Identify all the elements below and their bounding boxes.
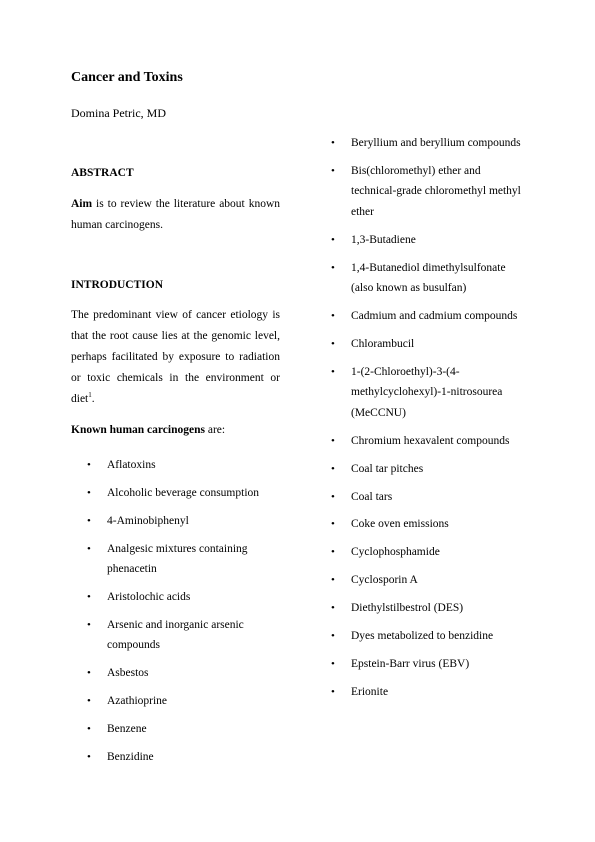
bullet-icon: • [87, 486, 91, 499]
list-item-text: Erionite [351, 685, 389, 698]
list-item-text: Beryllium and beryllium compounds [351, 137, 521, 149]
bullet-icon: • [331, 685, 335, 698]
bullet-icon: • [331, 546, 335, 559]
bullet-icon: • [331, 602, 335, 615]
bullet-icon: • [87, 695, 91, 708]
list-item-text: Benzene [107, 723, 147, 736]
bullet-icon: • [331, 657, 335, 670]
carcinogen-list-left [87, 455, 297, 775]
bullet-icon: • [331, 310, 335, 323]
abstract-paragraph [71, 194, 280, 236]
list-item [87, 483, 297, 504]
list-item [87, 455, 297, 476]
list-item [331, 161, 526, 223]
bullet-icon: • [331, 337, 335, 350]
bullet-icon: • [331, 518, 335, 531]
bullet-icon: • [87, 723, 91, 736]
list-item [331, 654, 526, 675]
list-item-text: Cadmium and cadmium compounds [351, 310, 518, 323]
bullet-icon: • [87, 459, 91, 471]
list-item [331, 306, 526, 327]
bullet-icon: • [87, 591, 91, 604]
aim-text: is to review the literature about known human carcinogens. [71, 198, 280, 231]
abstract-heading: ABSTRACT [71, 167, 134, 179]
list-item [331, 542, 526, 563]
list-item [331, 362, 526, 424]
list-item-text: Chlorambucil [351, 337, 415, 350]
bullet-icon: • [331, 137, 335, 149]
aim-bold-label: Aim [71, 198, 93, 210]
list-item [331, 230, 526, 251]
list-item [331, 459, 526, 480]
known-carcinogens-bold: Known human carcinogens [71, 424, 205, 436]
bullet-icon: • [331, 629, 335, 642]
list-item [87, 747, 297, 768]
list-item-text: Chromium hexavalent compounds [351, 434, 510, 447]
list-item [87, 663, 297, 684]
introduction-text-end: . [91, 393, 95, 405]
list-item-text: Aflatoxins [107, 459, 156, 471]
list-item [331, 682, 526, 703]
list-item [87, 719, 297, 740]
bullet-icon: • [87, 751, 91, 764]
list-item-text: Analgesic mixtures containing phenacetin [107, 542, 248, 576]
list-item-text: Epstein-Barr virus (EBV) [351, 657, 470, 670]
bullet-icon: • [331, 490, 335, 503]
bullet-icon: • [331, 261, 335, 274]
list-item [87, 615, 297, 656]
list-item [331, 626, 526, 647]
list-item-text: Alcoholic beverage consumption [107, 486, 260, 499]
footnote-reference: 1 [88, 391, 92, 400]
list-item-text: Cyclosporin A [351, 574, 418, 587]
list-item-text: Dyes metabolized to benzidine [351, 629, 494, 642]
list-item-text: Arsenic and inorganic arsenic compounds [107, 618, 244, 652]
list-item [331, 258, 526, 299]
list-item [331, 334, 526, 355]
list-item-text: 1,3-Butadiene [351, 233, 416, 246]
list-item [87, 539, 297, 580]
list-item-text: Cyclophosphamide [351, 546, 440, 559]
bullet-icon: • [331, 365, 335, 378]
list-item-text: Coal tar pitches [351, 462, 424, 475]
list-item [331, 514, 526, 535]
list-item-text: 1,4-Butanediol dimethylsulfonate (also known as busulfan) [351, 261, 506, 295]
list-item-text: Asbestos [107, 667, 149, 680]
list-item-text: Diethylstilbestrol (DES) [351, 602, 464, 615]
bullet-icon: • [331, 233, 335, 246]
introduction-paragraph [71, 305, 280, 410]
list-item-text: Azathioprine [107, 695, 168, 708]
paper-title: Cancer and Toxins [71, 70, 183, 85]
bullet-icon: • [87, 618, 91, 631]
list-item [87, 587, 297, 608]
list-item [331, 487, 526, 508]
list-item [331, 431, 526, 452]
author-name: Domina Petric, MD [71, 106, 166, 120]
list-item [87, 691, 297, 712]
bullet-icon: • [331, 434, 335, 447]
bullet-icon: • [87, 514, 91, 527]
list-item-text: Bis(chloromethyl) ether and technical-grade chloromethyl methyl ether [351, 164, 521, 218]
list-item-text: Aristolochic acids [107, 591, 191, 604]
bullet-icon: • [87, 542, 91, 555]
list-item-text: 4-Aminobiphenyl [107, 514, 189, 527]
bullet-icon: • [87, 667, 91, 680]
list-item [331, 133, 526, 154]
list-item-text: Coke oven emissions [351, 518, 449, 531]
known-carcinogens-rest: are: [204, 424, 226, 436]
list-item-text: 1-(2-Chloroethyl)-3-(4-methylcyclohexyl)-1-nitrosourea (MeCCNU) [351, 365, 503, 419]
known-carcinogens-intro [71, 420, 280, 441]
introduction-heading: INTRODUCTION [71, 279, 164, 291]
carcinogen-list-right [331, 133, 526, 710]
list-item [331, 598, 526, 619]
bullet-icon: • [331, 574, 335, 587]
bullet-icon: • [331, 462, 335, 475]
list-item [331, 570, 526, 591]
list-item-text: Benzidine [107, 751, 154, 764]
list-item-text: Coal tars [351, 490, 393, 503]
introduction-text: The predominant view of cancer etiology is that the root cause lies at the genomic level, perhaps facilitated by exposure to radiation or toxic chemicals in the environment or diet [71, 309, 280, 405]
list-item [87, 511, 297, 532]
bullet-icon: • [331, 164, 335, 177]
